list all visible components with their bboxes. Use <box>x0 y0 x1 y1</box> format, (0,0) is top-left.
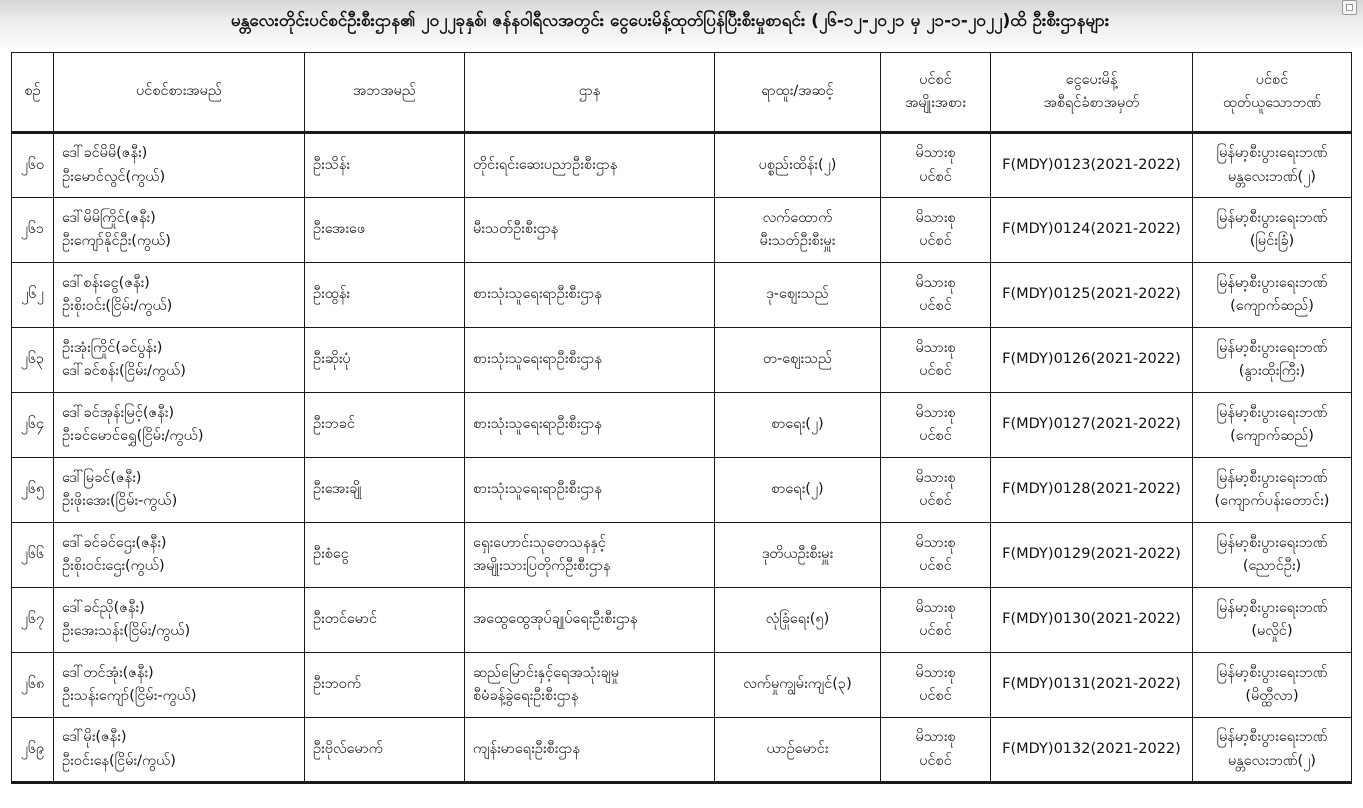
cell-certificate-no <box>991 458 1193 523</box>
cell-bank-text: (နွားထိုးကြီး) <box>1238 363 1306 379</box>
cell-department-text: စီမံခန့်ခွဲရေးဦးစီးဌာန <box>473 688 579 704</box>
cell-pensioner-name <box>54 458 305 523</box>
cell-bank <box>1193 458 1352 523</box>
cell-department-text: ရှေးဟောင်းသုတေသနနှင့် <box>473 534 606 551</box>
cell-department-text: ကျန်းမာရေးဦးစီးဌာန <box>473 740 580 757</box>
cell-father-name <box>305 653 465 718</box>
cell-pension-type-text: ပင်စင် <box>919 623 952 639</box>
cell-pension-type-text: ပင်စင် <box>919 363 952 379</box>
cell-certificate-no <box>991 133 1193 198</box>
cell-pensioner-name <box>54 653 305 718</box>
cell-pension-type <box>881 328 991 393</box>
cell-bank-text: မြန်မာ့စီးပွားရေးဘဏ် <box>1216 339 1328 356</box>
cell-rank <box>715 328 881 393</box>
cell-pensioner-name <box>54 393 305 458</box>
cell-bank <box>1193 263 1352 328</box>
document-title: မန္တလေးတိုင်းပင်စင်ဦးစီးဌာန၏ ၂၀၂၂ခုနှစ်၊ ဇန်နဝါရီလအတွင်း ငွေပေးမိန့်ထုတ်ပြန်ပြီးစီးမှုစာရင်း (၂၆-၁၂-၂၀၂၁ မှ ၂၁-၁-၂၀၂၂)ထိ ဦးစီးဌာနများ <box>230 11 1110 31</box>
header-certificate-no: ငွေပေးမိန့် အစီရင်ခံစာအမှတ် <box>991 53 1193 133</box>
cell-bank-text: မြန်မာ့စီးပွားရေးဘဏ် <box>1216 145 1328 162</box>
cell-rank <box>715 523 881 588</box>
cell-pensioner-name-text: ဦးစိုးဝင်းဌေး(ကွယ်) <box>62 558 165 574</box>
cell-father-name <box>305 263 465 328</box>
cell-pension-type-text: ပင်စင် <box>919 493 952 509</box>
cell-no-text: ၂၆၃ <box>20 351 45 368</box>
cell-certificate-no-text: F(MDY)0127(2021-2022) <box>1002 416 1181 433</box>
cell-department <box>465 263 715 328</box>
cell-rank-text: စာရေး(၂) <box>771 416 824 433</box>
cell-father-name-text: ဦးဘဝက် <box>313 676 362 693</box>
cell-rank <box>715 263 881 328</box>
cell-father-name-text: ဦးအေးဖေ <box>313 221 366 238</box>
cell-bank-text: (ကျောက်ဆည်) <box>1230 298 1314 314</box>
cell-bank <box>1193 133 1352 198</box>
cell-department-text: ဆည်မြောင်းနှင့်ရေအသုံးချမှု <box>473 664 620 681</box>
cell-bank <box>1193 328 1352 393</box>
cell-father-name-text: ဦးဆိုးပုံ <box>313 351 351 368</box>
cell-pension-type-text: ပင်စင် <box>919 688 952 704</box>
pension-register-table <box>11 52 1352 784</box>
cell-bank-text: မြန်မာ့စီးပွားရေးဘဏ် <box>1216 209 1328 226</box>
cell-pensioner-name-text: ဦးစိုးဝင်း(ငြိမ်း/ကွယ်) <box>62 298 173 314</box>
cell-no <box>12 458 54 523</box>
cell-certificate-no-text: F(MDY)0126(2021-2022) <box>1002 351 1181 368</box>
cell-no <box>12 328 54 393</box>
cell-pensioner-name-text: ဦးသန်းကျော်(ငြိမ်း-ကွယ်) <box>62 688 197 704</box>
cell-certificate-no-text: F(MDY)0129(2021-2022) <box>1002 546 1181 563</box>
cell-department <box>465 588 715 653</box>
cell-father-name-text: ဦးထွန်း <box>313 286 350 303</box>
cell-certificate-no-text: F(MDY)0128(2021-2022) <box>1002 481 1181 498</box>
cell-pension-type <box>881 198 991 263</box>
cell-no-text: ၂၆၇ <box>20 611 45 628</box>
cell-certificate-no <box>991 718 1193 783</box>
cell-bank-text: မန္တလေးဘဏ်(၂) <box>1228 168 1316 185</box>
cell-rank <box>715 198 881 263</box>
cell-pensioner-name-text: ဦးကျော်နိုင်ဦး(ကွယ်) <box>62 233 171 249</box>
cell-rank-text: ဒုတိယဦးစီးမှူး <box>761 546 834 563</box>
cell-pension-type-text: ပင်စင် <box>919 428 952 444</box>
cell-bank-text: မြန်မာ့စီးပွားရေးဘဏ် <box>1216 469 1328 486</box>
cell-certificate-no <box>991 263 1193 328</box>
cell-pensioner-name-text: ဒေါ်စန်းငွေ(ဇနီး) <box>62 274 150 291</box>
cell-rank-text: ဒု-ဈေးသည် <box>766 286 829 303</box>
cell-no <box>12 133 54 198</box>
cell-bank-text: မြန်မာ့စီးပွားရေးဘဏ် <box>1216 664 1328 681</box>
cell-father-name <box>305 198 465 263</box>
cell-department-text: တိုင်းရင်းဆေးပညာဦးစီးဌာန <box>473 156 618 173</box>
table-row <box>12 653 1352 718</box>
cell-rank-text: ယာဉ်မောင်း <box>766 740 829 757</box>
cell-certificate-no-text: F(MDY)0123(2021-2022) <box>1002 156 1181 173</box>
header-no: စဉ် <box>12 53 54 133</box>
cell-pension-type-text: ပင်စင် <box>919 168 952 185</box>
cell-bank <box>1193 523 1352 588</box>
table-row <box>12 263 1352 328</box>
cell-rank <box>715 588 881 653</box>
cell-bank <box>1193 718 1352 783</box>
cell-father-name <box>305 328 465 393</box>
cell-pensioner-name-text: ဦးဖိုးအေး(ငြိမ်း-ကွယ်) <box>62 493 178 509</box>
cell-pension-type <box>881 263 991 328</box>
cell-department-text: စားသုံးသူရေးရာဦးစီးဌာန <box>473 351 602 368</box>
cell-certificate-no-text: F(MDY)0132(2021-2022) <box>1002 740 1181 757</box>
header-pensioner-name: ပင်စင်စားအမည် <box>54 53 305 133</box>
cell-no <box>12 393 54 458</box>
cell-certificate-no <box>991 523 1193 588</box>
cell-no <box>12 198 54 263</box>
cell-department-text: စားသုံးသူရေးရာဦးစီးဌာန <box>473 286 602 303</box>
cell-rank-text: မီးသတ်ဦးစီးမှူး <box>759 233 836 249</box>
cell-department-text: စားသုံးသူရေးရာဦးစီးဌာန <box>473 416 602 433</box>
cell-pensioner-name-text: ဒေါ်ခင်ခင်ဌေး(ဇနီး) <box>62 534 167 551</box>
cell-pensioner-name <box>54 328 305 393</box>
title-bar <box>0 0 1363 48</box>
cell-pension-type-text: မိသားစု <box>915 274 956 291</box>
cell-rank <box>715 458 881 523</box>
cell-rank <box>715 393 881 458</box>
table-header-row <box>12 53 1352 133</box>
cell-pension-type-text: မိသားစု <box>915 404 956 421</box>
cell-rank-text: ပစ္စည်းထိန်း(၂) <box>758 156 837 173</box>
cell-certificate-no-text: F(MDY)0124(2021-2022) <box>1002 221 1181 238</box>
cell-no-text: ၂၆၈ <box>20 676 45 693</box>
header-father-name: အဘအမည် <box>305 53 465 133</box>
cell-pensioner-name-text: ဒေါ်ခင်စန်း(ငြိမ်း/ကွယ်) <box>62 363 186 379</box>
cell-pension-type <box>881 393 991 458</box>
cell-pensioner-name-text: ဒေါ်ခင်အုန်းမြင့်(ဇနီး) <box>62 404 174 421</box>
cell-pension-type <box>881 133 991 198</box>
cell-no-text: ၂၆၉ <box>20 740 45 757</box>
cell-department <box>465 458 715 523</box>
cell-certificate-no-text: F(MDY)0125(2021-2022) <box>1002 286 1181 303</box>
cell-pension-type-text: မိသားစု <box>915 145 956 162</box>
table-row <box>12 198 1352 263</box>
cell-department-text: မီးသတ်ဦးစီးဌာန <box>473 221 559 238</box>
cell-department-text: အမျိုးသားပြတိုက်ဦးစီးဌာန <box>473 558 611 574</box>
cell-pensioner-name <box>54 263 305 328</box>
cell-pensioner-name-text: ဦးမောင်လွင်(ကွယ်) <box>62 168 166 185</box>
cell-pensioner-name <box>54 198 305 263</box>
cell-bank <box>1193 198 1352 263</box>
cell-rank-text: တ-ဈေးသည် <box>762 351 833 368</box>
cell-father-name <box>305 133 465 198</box>
cell-department <box>465 653 715 718</box>
header-pension-type: ပင်စင် အမျိုးအစား <box>881 53 991 133</box>
cell-pension-type-text: ပင်စင် <box>919 752 952 769</box>
cell-no <box>12 718 54 783</box>
cell-father-name <box>305 458 465 523</box>
cell-pensioner-name-text: ဒေါ်ခင်ညို(ဇနီး) <box>62 599 145 616</box>
cell-pension-type <box>881 718 991 783</box>
cell-pension-type <box>881 458 991 523</box>
cell-pensioner-name-text: ဒေါ်မိုး(ဇနီး) <box>62 729 127 746</box>
cell-pensioner-name-text: ဦးအုံးကြိုင်(ခင်ပွန်း) <box>62 339 163 356</box>
cell-department <box>465 133 715 198</box>
cell-certificate-no <box>991 653 1193 718</box>
cell-bank-text: မြန်မာ့စီးပွားရေးဘဏ် <box>1216 599 1328 616</box>
header-bank: ပင်စင် ထုတ်ယူသောဘဏ် <box>1193 53 1352 133</box>
cell-department-text: အထွေထွေအုပ်ချုပ်ရေးဦးစီးဌာန <box>473 611 638 628</box>
cell-no <box>12 588 54 653</box>
cell-rank-text: လုံခြုံရေး(၅) <box>765 611 830 628</box>
cell-bank-text: (ညောင်ဦး) <box>1242 558 1302 574</box>
cell-bank-text: မန္တလေးဘဏ်(၂) <box>1228 752 1316 769</box>
cell-father-name-text: ဦးဘခင် <box>313 416 355 433</box>
cell-pensioner-name-text: ဒေါ်မိမိကြိုင်(ဇနီး) <box>62 209 156 226</box>
cell-bank-text: မြန်မာ့စီးပွားရေးဘဏ် <box>1216 404 1328 421</box>
cell-bank-text: မြန်မာ့စီးပွားရေးဘဏ် <box>1216 534 1328 551</box>
cell-pensioner-name-text: ဦးဝင်းနေ(ငြိမ်း/ကွယ်) <box>62 752 176 769</box>
cell-bank <box>1193 653 1352 718</box>
cell-pensioner-name <box>54 718 305 783</box>
cell-certificate-no <box>991 588 1193 653</box>
cell-father-name-text: ဦးသိန်း <box>313 156 350 173</box>
cell-bank-text: (ကျောက်ပန်းတောင်း) <box>1214 493 1330 509</box>
cell-father-name <box>305 588 465 653</box>
cell-pension-type <box>881 523 991 588</box>
cell-no-text: ၂၆၄ <box>20 416 45 433</box>
cell-pensioner-name <box>54 588 305 653</box>
cell-pensioner-name-text: ဦးအေးသန်း(ငြိမ်း/ကွယ်) <box>62 623 191 639</box>
cell-bank-text: (မြင်းခြံ) <box>1249 233 1295 249</box>
cell-department <box>465 328 715 393</box>
cell-bank-text: မြန်မာ့စီးပွားရေးဘဏ် <box>1216 729 1328 746</box>
cell-certificate-no-text: F(MDY)0131(2021-2022) <box>1002 676 1181 693</box>
cell-father-name-text: ဦးတင်မောင် <box>313 611 378 628</box>
cell-pensioner-name <box>54 133 305 198</box>
cell-certificate-no <box>991 198 1193 263</box>
cell-pension-type-text: မိသားစု <box>915 469 956 486</box>
cell-father-name <box>305 718 465 783</box>
cell-pension-type-text: ပင်စင် <box>919 298 952 314</box>
cell-pension-type-text: ပင်စင် <box>919 233 952 249</box>
cell-department <box>465 198 715 263</box>
cell-bank-text: မြန်မာ့စီးပွားရေးဘဏ် <box>1216 274 1328 291</box>
cell-pension-type-text: မိသားစု <box>915 664 956 681</box>
cell-pensioner-name-text: ဦးခင်မောင်ရွှေ(ငြိမ်း/ကွယ်) <box>62 428 204 444</box>
cell-pensioner-name <box>54 523 305 588</box>
cell-department <box>465 393 715 458</box>
cell-father-name-text: ဦးစံငွေ <box>313 546 349 563</box>
table-row <box>12 328 1352 393</box>
cell-bank-text: (မိတ္ထီလာ) <box>1245 688 1299 704</box>
cell-rank <box>715 718 881 783</box>
table-row <box>12 718 1352 783</box>
cell-bank-text: (ကျောက်ဆည်) <box>1230 428 1314 444</box>
window-restore-icon[interactable] <box>1342 0 1357 15</box>
cell-department-text: စားသုံးသူရေးရာဦးစီးဌာန <box>473 481 602 498</box>
cell-department <box>465 718 715 783</box>
cell-department <box>465 523 715 588</box>
cell-bank-text: (မလှိုင်) <box>1251 623 1293 639</box>
cell-father-name <box>305 523 465 588</box>
cell-pensioner-name-text: ဒေါ်တင်အုံး(ဇနီး) <box>62 664 154 681</box>
cell-bank <box>1193 393 1352 458</box>
cell-certificate-no <box>991 393 1193 458</box>
cell-pension-type-text: မိသားစု <box>915 339 956 356</box>
table-row <box>12 393 1352 458</box>
cell-no-text: ၂၆၂ <box>21 286 44 303</box>
header-department: ဌာန <box>465 53 715 133</box>
cell-no-text: ၂၆၁ <box>20 221 45 238</box>
cell-pensioner-name-text: ဒေါ်ခင်မိမိ(ဇနီး) <box>62 145 148 162</box>
cell-father-name <box>305 393 465 458</box>
cell-pension-type-text: မိသားစု <box>915 729 956 746</box>
cell-bank <box>1193 588 1352 653</box>
cell-pensioner-name-text: ဒေါ်မြခင်(ဇနီး) <box>62 469 142 486</box>
table-row <box>12 458 1352 523</box>
cell-no-text: ၂၆၆ <box>20 546 45 563</box>
cell-rank-text: စာရေး(၂) <box>771 481 824 498</box>
cell-pension-type-text: ပင်စင် <box>919 558 952 574</box>
header-rank: ရာထူး/အဆင့် <box>715 53 881 133</box>
cell-pension-type-text: မိသားစု <box>915 599 956 616</box>
cell-rank-text: လက်မှုကျွမ်းကျင်(၃) <box>743 676 852 693</box>
table-row <box>12 133 1352 198</box>
cell-pension-type <box>881 653 991 718</box>
cell-rank <box>715 133 881 198</box>
cell-pension-type-text: မိသားစု <box>915 209 956 226</box>
cell-certificate-no-text: F(MDY)0130(2021-2022) <box>1002 611 1181 628</box>
cell-pension-type-text: မိသားစု <box>915 534 956 551</box>
cell-father-name-text: ဦးအေးချို <box>313 481 362 498</box>
cell-no-text: ၂၆၀ <box>20 156 45 173</box>
cell-no <box>12 653 54 718</box>
cell-rank <box>715 653 881 718</box>
cell-no <box>12 263 54 328</box>
table-row <box>12 588 1352 653</box>
cell-no <box>12 523 54 588</box>
cell-certificate-no <box>991 328 1193 393</box>
cell-pension-type <box>881 588 991 653</box>
cell-no-text: ၂၆၅ <box>20 481 45 498</box>
cell-father-name-text: ဦးဗိုလ်မောက် <box>313 740 383 757</box>
table-row <box>12 523 1352 588</box>
cell-rank-text: လက်ထောက် <box>762 209 833 226</box>
